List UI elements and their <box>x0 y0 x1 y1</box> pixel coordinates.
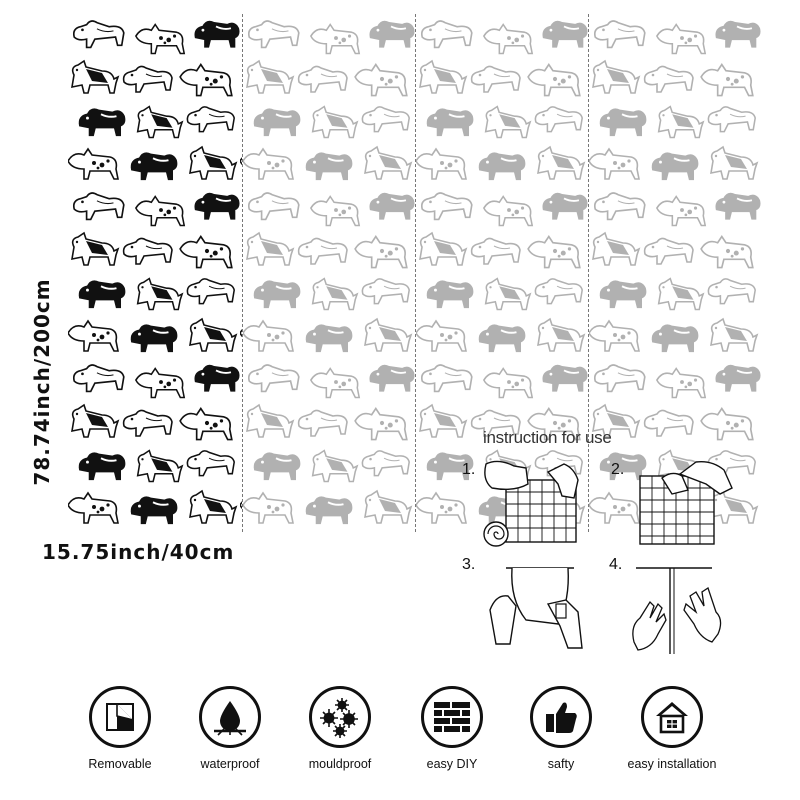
peel-corner-icon <box>103 700 137 734</box>
feature-removable <box>65 686 175 771</box>
panel-seam <box>242 14 243 532</box>
house-icon <box>653 699 691 735</box>
feature-badge <box>199 686 261 748</box>
feature-label: Removable <box>88 757 152 771</box>
mould-spores-icon <box>318 695 362 739</box>
feature-label: easy DIY <box>426 757 478 771</box>
feature-easy-diy <box>397 686 507 771</box>
step-number: 4. <box>609 556 623 573</box>
width-dimension-label: 15.75inch/40cm <box>42 540 235 564</box>
feature-label: waterproof <box>200 757 260 771</box>
feature-label: easy installation <box>627 757 717 771</box>
thumbs-up-icon <box>543 699 579 735</box>
feature-easy-installation <box>617 686 727 771</box>
feature-label: mouldproof <box>308 757 372 771</box>
feature-safety <box>506 686 616 771</box>
wallpaper-panel-1 <box>68 14 242 532</box>
feature-waterproof <box>175 686 285 771</box>
step-number: 1. <box>462 461 476 478</box>
instructions-title: instruction for use <box>483 428 612 447</box>
brick-wall-icon <box>434 702 470 732</box>
feature-badge <box>89 686 151 748</box>
apply-to-wall-icon <box>486 560 590 652</box>
water-drop-icon <box>210 697 250 737</box>
step-number: 2. <box>611 461 625 478</box>
peel-backing-icon <box>632 458 736 548</box>
feature-mouldproof <box>285 686 395 771</box>
step-number: 3. <box>462 556 476 573</box>
feature-badge <box>530 686 592 748</box>
feature-badge <box>421 686 483 748</box>
wallpaper-panel-3 <box>416 14 588 532</box>
panel-seam <box>415 14 416 532</box>
feature-badge <box>641 686 703 748</box>
smooth-panel-icon <box>628 562 724 654</box>
wallpaper-panel-2 <box>243 14 415 532</box>
panel-seam <box>588 14 589 532</box>
feature-badge <box>309 686 371 748</box>
feature-label: safty <box>547 757 575 771</box>
height-dimension-label: 78.74inch/200cm <box>30 278 54 486</box>
wallpaper-panel-4 <box>589 14 761 532</box>
unroll-wallpaper-icon <box>478 458 582 548</box>
